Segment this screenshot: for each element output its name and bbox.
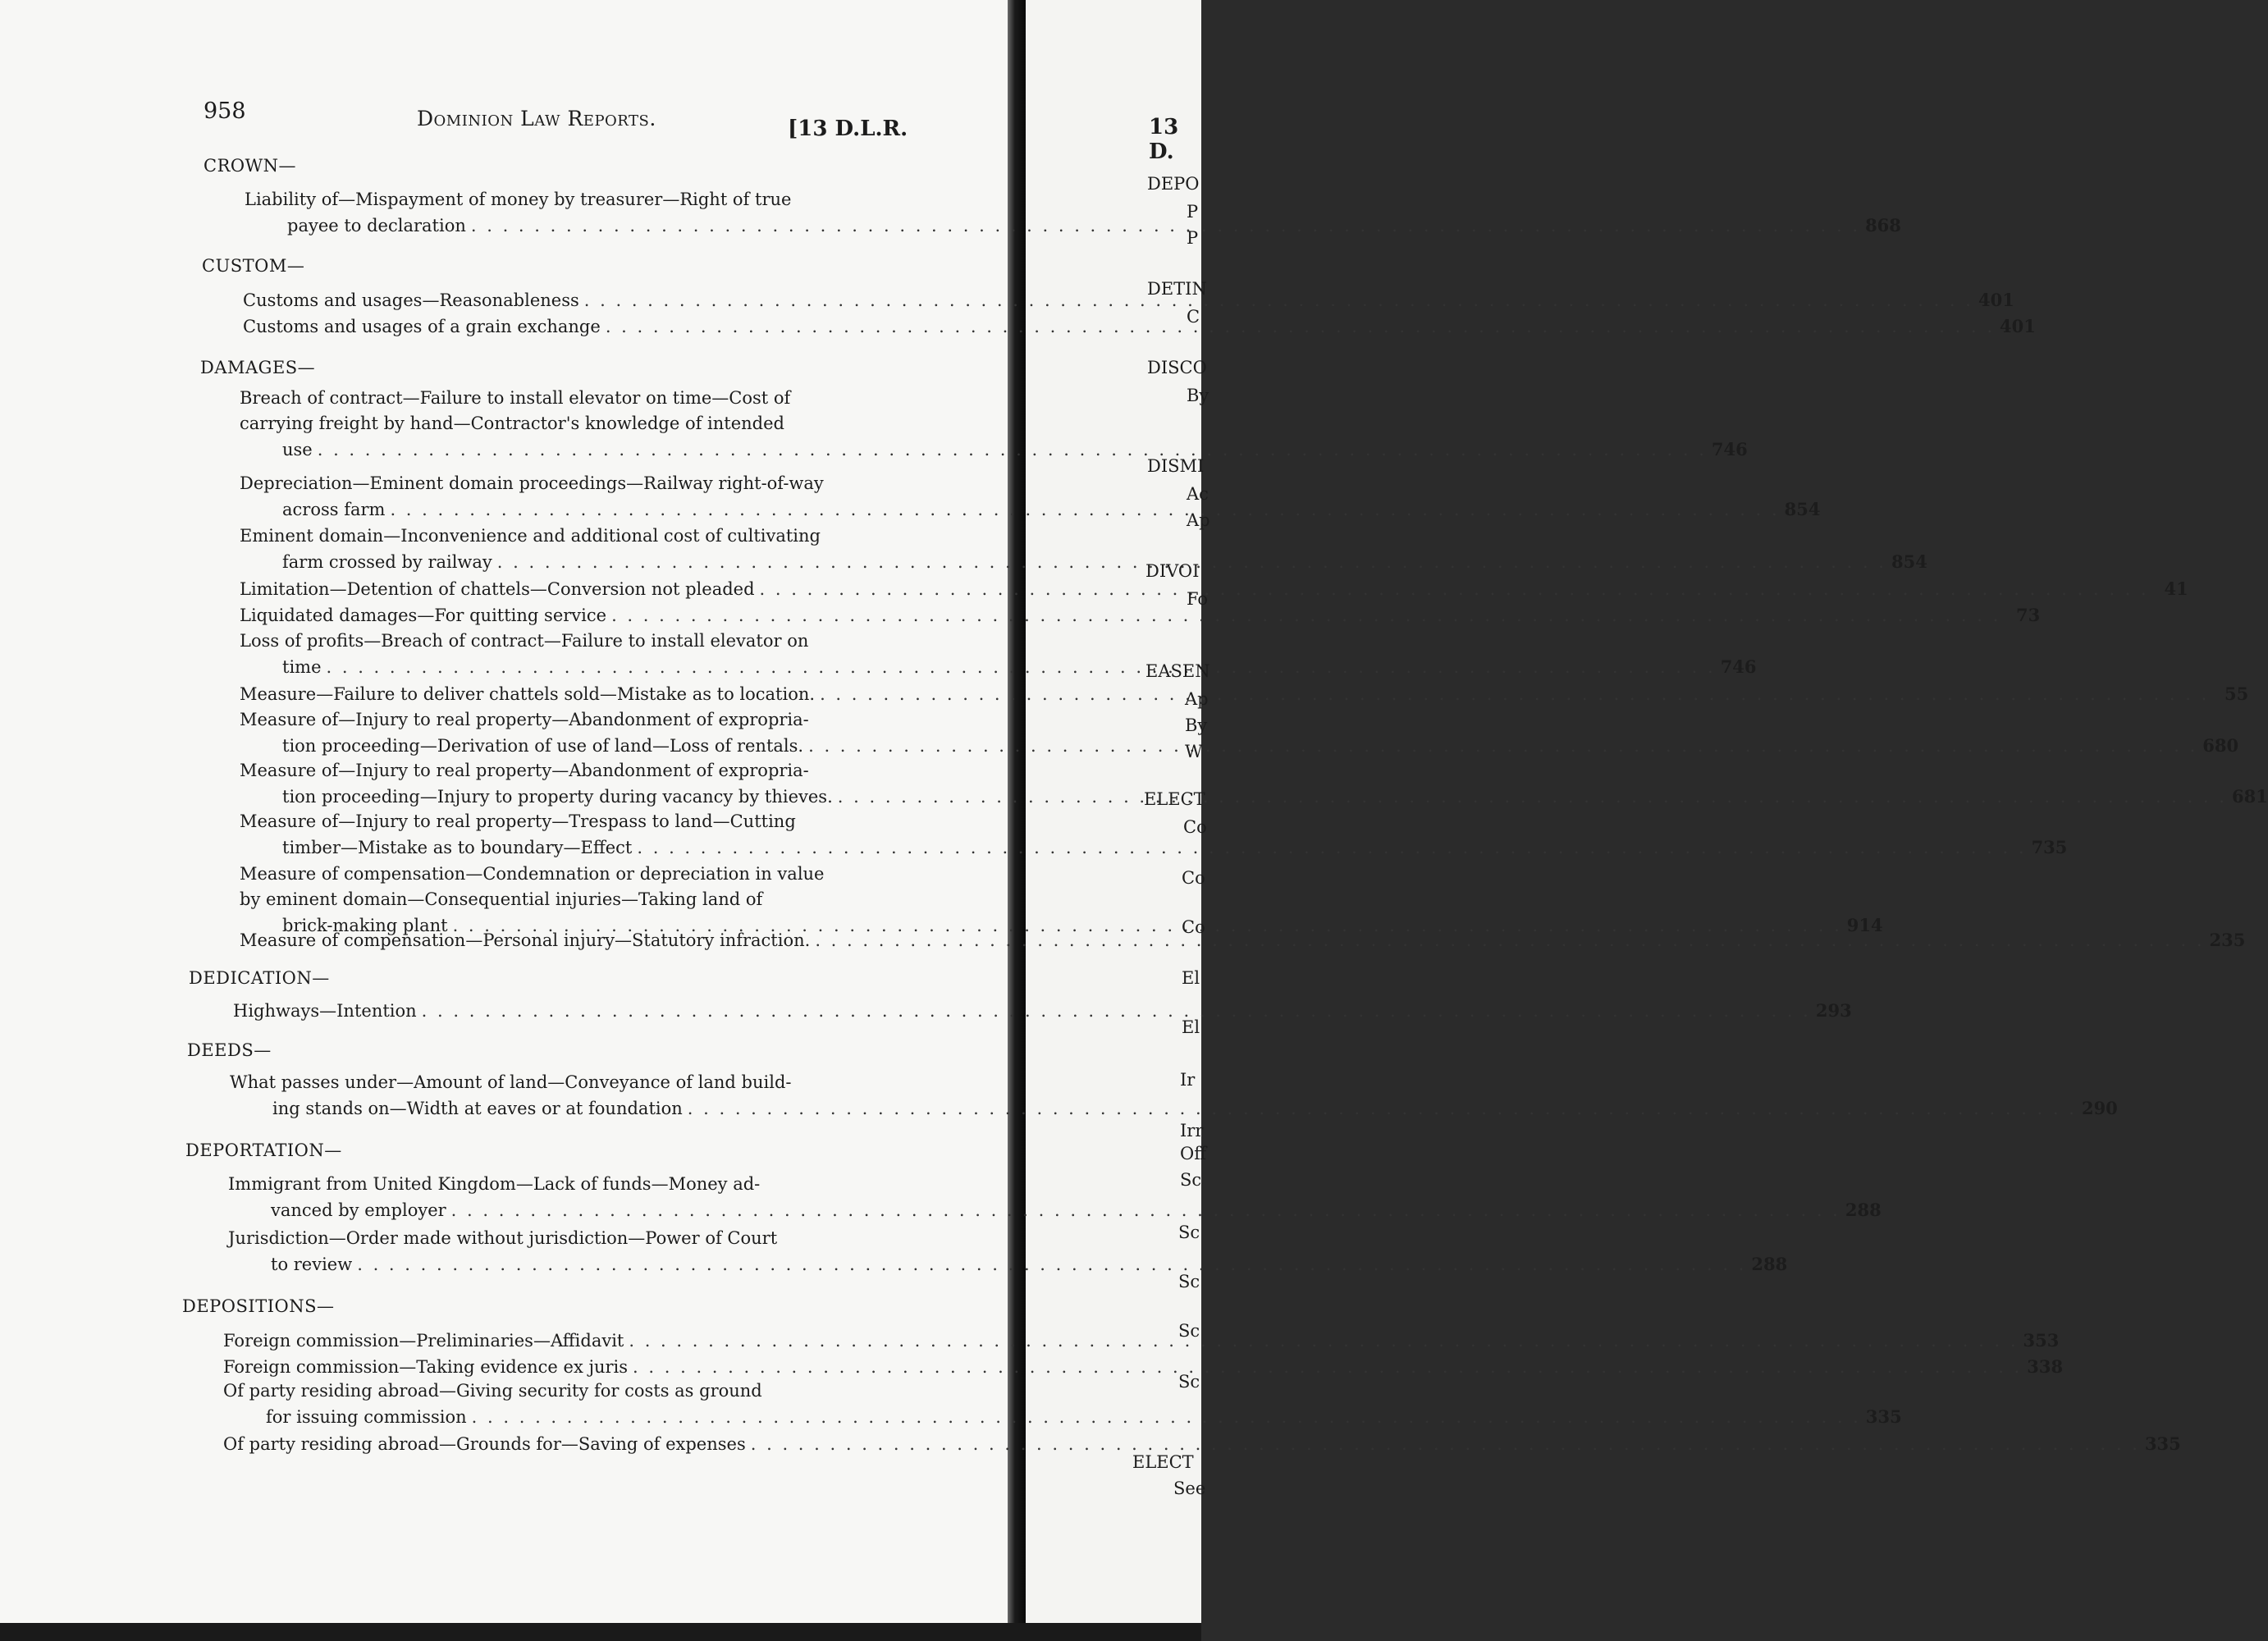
right-page-fragment: Co [1182, 917, 1205, 937]
index-entry [240, 386, 1748, 463]
entry-text-first: Immigrant from United Kingdom—Lack of funds—Money ad- [228, 1174, 761, 1194]
leader-dots [760, 577, 2149, 602]
page-number: 958 [203, 98, 246, 124]
volume-tag: [13 D.L.R. [788, 117, 908, 141]
entry-text-last: for issuing commission [266, 1407, 467, 1427]
leader-dots [390, 497, 1779, 523]
leader-dots [606, 314, 1995, 340]
entry-text-first: Loss of profits—Breach of contract—Failure to install elevator on [240, 631, 809, 651]
leader-dots [327, 655, 1716, 680]
right-page-fragment: Irr [1180, 1121, 1204, 1140]
entry-text-last: ing stands on—Width at eaves or at foundation [272, 1099, 683, 1118]
page-reference: 335 [1865, 1406, 1902, 1427]
right-page-fragment: Ap [1187, 510, 1210, 530]
page-reference: 290 [2081, 1098, 2118, 1118]
page-reference: 854 [1891, 551, 1927, 572]
section-heading: DAMAGES— [200, 358, 316, 377]
entry-text-first: Breach of contract—Failure to install elevator on time—Cost of carrying freight by hand—Contractor's knowledge of intended [240, 388, 791, 433]
index-entry [223, 1431, 2181, 1457]
right-page-fragment: By [1187, 386, 1209, 405]
right-page-fragment: DIVOI [1145, 561, 1200, 581]
page-reference: 746 [1720, 656, 1757, 677]
entry-text-last: Foreign commission—Preliminaries—Affidavit [223, 1331, 624, 1351]
entry-text-first: Measure of—Injury to real property—Trespass to land—Cutting [240, 811, 796, 831]
right-page-fragment: DEPO [1147, 174, 1200, 194]
right-page-fragment: Sc [1178, 1272, 1200, 1291]
leader-dots [637, 835, 2026, 861]
entry-text-last: Highways—Intention [233, 1001, 417, 1021]
right-page-fragment: By [1185, 715, 1208, 735]
section-heading: CROWN— [203, 156, 297, 176]
section-heading: DEEDS— [187, 1040, 272, 1060]
leader-dots [820, 682, 2209, 707]
entry-text-first: Measure of—Injury to real property—Abandonment of expropria- [240, 710, 809, 729]
index-entry [243, 313, 2036, 340]
right-page-fragment: Sc [1178, 1223, 1200, 1242]
index-entry [233, 998, 1852, 1024]
leader-dots [584, 288, 1973, 313]
leader-dots [357, 1252, 1746, 1278]
entry-text-last: time [282, 657, 322, 677]
page-reference: 41 [2164, 578, 2188, 599]
leader-dots [633, 1355, 2022, 1380]
right-page-fragment: Off [1180, 1144, 1207, 1163]
section-heading: DEPOSITIONS— [182, 1296, 335, 1316]
page-reference: 293 [1815, 1000, 1852, 1021]
entry-text-last: Customs and usages of a grain exchange [243, 317, 601, 336]
entry-text-last: tion proceeding—Injury to property during vacancy by thieves. [282, 787, 833, 807]
entry-text-first: Eminent domain—Inconvenience and additional cost of cultivating [240, 526, 821, 546]
page-reference: 288 [1845, 1200, 1882, 1220]
page-reference: 735 [2031, 837, 2068, 857]
right-page-fragment: El [1182, 968, 1200, 988]
leader-dots [688, 1096, 2077, 1122]
entry-text-last: payee to declaration [287, 216, 466, 235]
leader-dots [422, 999, 1811, 1024]
page-reference: 854 [1784, 499, 1821, 519]
right-page-fragment: P [1187, 202, 1199, 222]
page-reference: 338 [2027, 1356, 2064, 1377]
page-reference: 680 [2202, 735, 2239, 756]
leader-dots [751, 1432, 2140, 1457]
entry-text-last: vanced by employer [271, 1200, 446, 1220]
right-page-fragment: Sc [1178, 1372, 1200, 1392]
page-reference: 288 [1751, 1254, 1788, 1274]
right-page-fragment: DETIN [1147, 279, 1207, 299]
right-page-fragment: Sc [1180, 1170, 1202, 1190]
right-page-fragment: P [1187, 228, 1199, 248]
right-page-fragment: W [1185, 742, 1203, 761]
entry-text-last: to review [271, 1255, 353, 1274]
page-reference: 353 [2023, 1330, 2060, 1351]
right-page-fragment: EASEN [1145, 661, 1210, 681]
leader-dots [611, 603, 2001, 629]
right-page-fragment: C [1187, 307, 1200, 327]
entry-text-last: brick-making plant [282, 916, 448, 935]
entry-text-last: timber—Mistake as to boundary—Effect [282, 838, 633, 857]
page-reference: 868 [1865, 215, 1901, 235]
running-title: Dominion Law Reports. [417, 107, 656, 130]
section-heading: DEDICATION— [189, 968, 330, 988]
right-page-fragment: Co [1182, 868, 1205, 888]
page-reference: 55 [2225, 683, 2249, 704]
entry-text-first: Jurisdiction—Order made without jurisdiction—Power of Court [228, 1228, 778, 1248]
right-page-fragment: ELECT [1144, 789, 1205, 809]
leader-dots [471, 213, 1860, 239]
entry-text-last: Liquidated damages—For quitting service [240, 606, 607, 625]
leader-dots [451, 1198, 1840, 1223]
leader-dots [815, 928, 2204, 953]
page-reference: 235 [2209, 930, 2246, 950]
right-page-fragment: DISMI [1147, 456, 1205, 476]
entry-text-first: Measure of compensation—Condemnation or depreciation in value by eminent domain—Consequential injuries—Taking land of [240, 864, 825, 909]
right-page-fragment: Ap [1185, 689, 1209, 709]
index-entry [245, 187, 1901, 239]
page-reference: 681 [2231, 786, 2268, 807]
right-page-fragment: Sc [1178, 1321, 1200, 1341]
index-entry [240, 927, 2246, 953]
scan-border [0, 1623, 1201, 1641]
entry-text-first: Of party residing abroad—Giving security for costs as ground [223, 1381, 762, 1401]
entry-text-last: across farm [282, 500, 386, 519]
entry-text-first: What passes under—Amount of land—Conveyance of land build- [230, 1072, 792, 1092]
section-heading: CUSTOM— [202, 256, 305, 276]
page-reference: 746 [1711, 439, 1748, 459]
index-entry [240, 602, 2041, 629]
entry-text-last: Measure of compensation—Personal injury—Statutory infraction. [240, 930, 811, 950]
entry-text-last: tion proceeding—Derivation of use of land—Loss of rentals. [282, 736, 804, 756]
page-reference: 914 [1846, 915, 1883, 935]
entry-text-last: Limitation—Detention of chattels—Conversion not pleaded [240, 579, 755, 599]
section-heading: DEPORTATION— [185, 1140, 342, 1160]
right-page-fragment: Ac [1187, 484, 1209, 504]
right-page-fragment: Fo [1187, 589, 1209, 609]
right-page-fragment: DISCO [1147, 358, 1207, 377]
page-reference: 401 [1978, 290, 2014, 310]
leader-dots [318, 437, 1707, 463]
entry-text-last: Of party residing abroad—Grounds for—Saving of expenses [223, 1434, 746, 1454]
leader-dots [629, 1328, 2018, 1354]
leader-dots [472, 1405, 1861, 1430]
right-page-fragment: Ir [1180, 1070, 1196, 1090]
entry-text-last: Foreign commission—Taking evidence ex juris [223, 1357, 629, 1377]
right-page-fragment: ELECT [1132, 1452, 1194, 1472]
right-page-fragment: See [1173, 1479, 1206, 1498]
entry-text-last: use [282, 440, 313, 459]
page-reference: 401 [2000, 316, 2036, 336]
entry-text-first: Liability of—Mispayment of money by treasurer—Right of true [245, 190, 792, 209]
entry-text-last: Measure—Failure to deliver chattels sold—Mistake as to location. [240, 684, 816, 704]
right-page-fragment: Co [1183, 817, 1207, 837]
leader-dots [808, 734, 2197, 759]
entry-text-first: Measure of—Injury to real property—Abandonment of expropria- [240, 761, 809, 780]
right-page-fragment: El [1182, 1017, 1200, 1037]
entry-text-last: Customs and usages—Reasonableness [243, 290, 579, 310]
leader-dots [838, 784, 2227, 810]
entry-text-first: Depreciation—Eminent domain proceedings—Railway right-of-way [240, 473, 824, 493]
page-reference: 335 [2144, 1433, 2181, 1454]
right-page-header: 13 D. [1149, 115, 1179, 164]
index-entry [223, 1354, 2064, 1380]
entry-text-last: farm crossed by railway [282, 552, 492, 572]
page-reference: 73 [2016, 605, 2041, 625]
